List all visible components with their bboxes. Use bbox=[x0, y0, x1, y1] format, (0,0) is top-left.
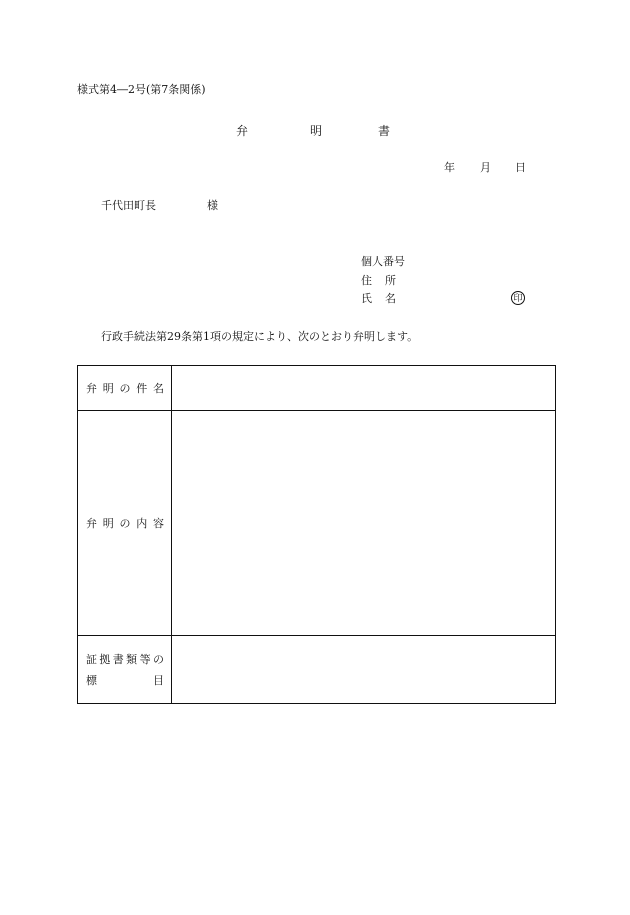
evidence-label-line-2 bbox=[78, 672, 171, 688]
table-row-subject bbox=[78, 366, 556, 411]
content-value-cell[interactable] bbox=[172, 411, 556, 636]
name-label-char-2: 名 bbox=[385, 292, 396, 305]
evidence-label-char: 目 bbox=[153, 674, 164, 687]
evidence-label-char: 書 bbox=[112, 653, 124, 666]
content-label-char: 明 bbox=[102, 517, 114, 530]
addressee-name: 千代田町長 bbox=[101, 199, 156, 212]
evidence-value-cell[interactable] bbox=[172, 636, 556, 704]
evidence-label-char: 標 bbox=[86, 674, 97, 687]
date-year-unit: 年 bbox=[444, 161, 455, 174]
individual-number-label: 個人番号 bbox=[361, 255, 405, 268]
subject-label bbox=[78, 380, 171, 396]
subject-label-cell bbox=[78, 366, 172, 411]
date-day-unit: 日 bbox=[515, 161, 526, 174]
seal-mark: 印 bbox=[511, 291, 525, 305]
address-label-char-1: 住 bbox=[361, 274, 372, 287]
evidence-label bbox=[78, 651, 171, 688]
subject-label-char: の bbox=[119, 382, 131, 395]
evidence-label-cell bbox=[78, 636, 172, 704]
subject-label-char: 弁 bbox=[86, 382, 97, 395]
date-month-unit: 月 bbox=[480, 161, 491, 174]
address-label-char-2: 所 bbox=[385, 274, 396, 287]
content-label-cell bbox=[78, 411, 172, 636]
title-char-1: 弁 bbox=[236, 124, 249, 138]
content-label-char: 容 bbox=[153, 517, 164, 530]
evidence-label-char: 拠 bbox=[99, 653, 111, 666]
form-number: 様式第4―2号(第7条関係) bbox=[77, 83, 206, 96]
subject-value-cell[interactable] bbox=[172, 366, 556, 411]
statement-table bbox=[77, 365, 556, 704]
table-row-content bbox=[78, 411, 556, 636]
subject-label-char: 件 bbox=[136, 382, 148, 395]
content-label-char: 内 bbox=[136, 517, 148, 530]
subject-label-char: 名 bbox=[153, 382, 164, 395]
content-label bbox=[78, 515, 171, 531]
evidence-label-char: 等 bbox=[139, 653, 151, 666]
content-label-char: の bbox=[119, 517, 131, 530]
title-char-2: 明 bbox=[310, 124, 323, 138]
subject-label-char: 明 bbox=[102, 382, 114, 395]
name-label-char-1: 氏 bbox=[361, 292, 372, 305]
evidence-label-char: 証 bbox=[86, 653, 97, 666]
table-row-evidence bbox=[78, 636, 556, 704]
title-char-3: 書 bbox=[378, 124, 391, 138]
evidence-label-char: 類 bbox=[126, 653, 138, 666]
intro-statement: 行政手続法第29条第1項の規定により、次のとおり弁明します。 bbox=[101, 330, 419, 343]
evidence-label-line-1 bbox=[78, 651, 171, 667]
addressee-honorific: 様 bbox=[207, 199, 218, 212]
evidence-label-char: の bbox=[152, 653, 164, 666]
content-label-char: 弁 bbox=[86, 517, 97, 530]
